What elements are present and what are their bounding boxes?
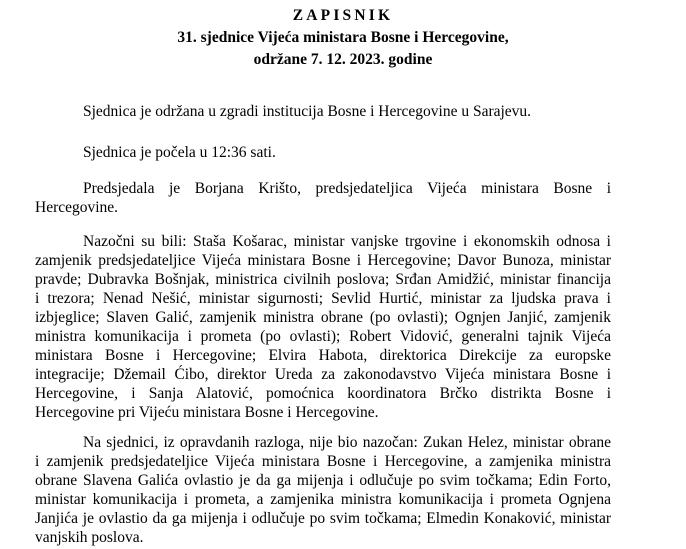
- document-title: ZAPISNIK: [292, 7, 394, 24]
- paragraph-line: Nazočni su bili: Staša Košarac, ministar vanjske trgovine i ekonomskih odnosa i: [83, 233, 611, 250]
- paragraph-start-time: [83, 143, 611, 162]
- paragraph-attendees: [35, 232, 611, 422]
- paragraph-chair: [35, 179, 611, 217]
- paragraph-line: izbjeglice; Slaven Galić, zamjenik ministra obrane (po ovlasti); Ognjen Janjić, zamjenik: [35, 309, 611, 326]
- paragraph-line: Hercegovine, i Sanja Alatović, pomoćnica koordinatora Brčko distrikta Bosne i: [35, 385, 611, 402]
- paragraph-line: i trezora; Nenad Nešić, ministar sigurnosti; Sevlid Hurtić, ministar za ljudska prava i: [35, 290, 611, 307]
- paragraph-location: [83, 102, 611, 121]
- paragraph-line: ministar komunikacija i prometa, a zamjenika ministra komunikacija i prometa Ognjena: [35, 491, 611, 508]
- paragraph-line: Sjednica je počela u 12:36 sati.: [83, 144, 276, 161]
- paragraph-line: Hercegovine pri Vijeću ministara Bosne i Hercegovine.: [35, 404, 379, 421]
- paragraph-line: Sjednica je održana u zgradi institucija Bosne i Hercegovine u Sarajevu.: [83, 103, 532, 120]
- paragraph-line: Predsjedala je Borjana Krišto, predsjedateljica Vijeća ministara Bosne i: [83, 180, 611, 197]
- paragraph-line: Janjića je ovlastio da ga mijenja i odlučuje po svim točkama; Elmedin Konaković, ministar: [35, 510, 611, 527]
- paragraph-absentees: [35, 433, 611, 547]
- paragraph-line: zamjenik predsjedateljice Vijeća ministara Bosne i Hercegovine; Davor Bunoza, ministar: [35, 252, 611, 269]
- paragraph-line: Na sjednici, iz opravdanih razloga, nije bio nazočan: Zukan Helez, ministar obrane: [83, 434, 611, 451]
- paragraph-line: integracije; Džemail Ćibo, direktor Ureda za zakonodavstvo Vijeća ministara Bosne i: [35, 366, 611, 383]
- paragraph-line: vanjskih poslova.: [35, 529, 144, 546]
- paragraph-line: i zamjenik predsjedateljice Vijeća ministara Bosne i Hercegovine, a zamjenika ministra: [35, 453, 611, 470]
- paragraph-line: ministara Bosne i Hercegovine; Elvira Habota, direktorica Direkcije za europske: [35, 347, 611, 364]
- document-subtitle-session: 31. sjednice Vijeća ministara Bosne i Hercegovine,: [177, 29, 509, 46]
- document-subtitle-date: održane 7. 12. 2023. godine: [253, 51, 433, 68]
- paragraph-line: ministra komunikacija i prometa (po ovlasti); Robert Vidović, generalni tajnik Vijeća: [35, 328, 611, 345]
- paragraph-line: obrane Slavena Galića ovlastio je da ga mijenja i odlučuje po svim točkama; Edin Forto,: [35, 472, 611, 489]
- paragraph-line: Hercegovine.: [35, 199, 119, 216]
- paragraph-line: pravde; Dubravka Bošnjak, ministrica civilnih poslova; Srđan Amidžić, ministar financija: [35, 271, 611, 288]
